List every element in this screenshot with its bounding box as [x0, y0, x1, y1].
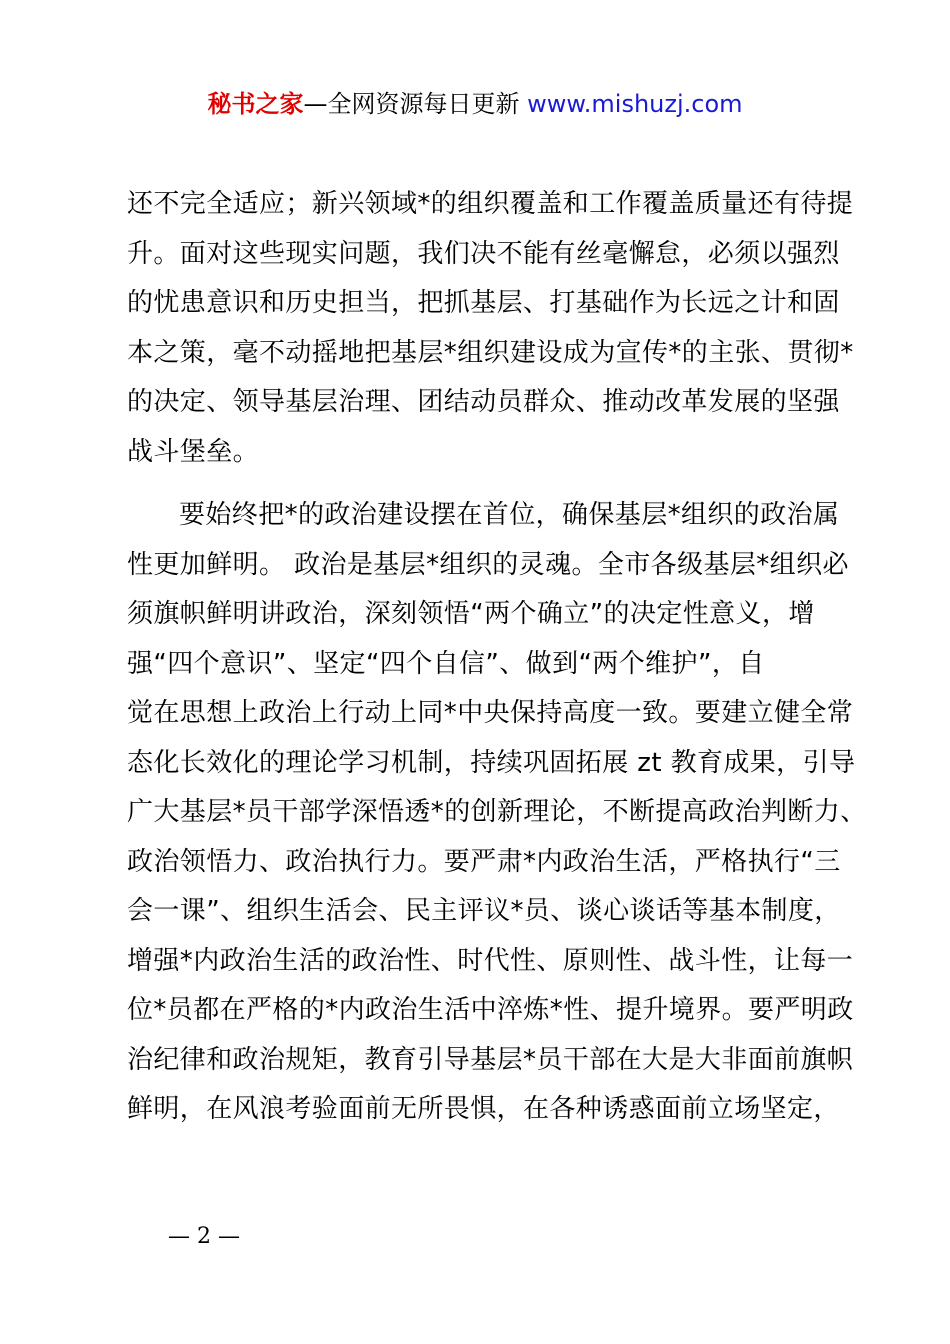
text-line: 会一课”、组织生活会、民主评议*员、谈心谈话等基本制度， — [127, 896, 841, 926]
text-line: 政治领悟力、政治执行力。要严肃*内政治生活，严格执行“三 — [127, 846, 841, 877]
text-line: 的决定、领导基层治理、团结动员群众、推动改革发展的坚强 — [127, 387, 840, 417]
text-line: 增强*内政治生活的政治性、时代性、原则性、战斗性，让每一 — [127, 945, 854, 976]
text-line: 性更加鲜明。 政治是基层*组织的灵魂。全市各级基层*组织必 — [127, 549, 849, 580]
paragraph-2 — [127, 491, 867, 1135]
text-line: 本之策，毫不动摇地把基层*组织建设成为宣传*的主张、贯彻* — [127, 337, 854, 368]
paragraph-1 — [127, 180, 854, 477]
text-line: 位*员都在严格的*内政治生活中淬炼*性、提升境界。要严明政 — [127, 995, 854, 1025]
text-line: 鲜明，在风浪考验面前无所畏惧，在各种诱惑面前立场坚定， — [127, 1094, 840, 1124]
text-line: 升。面对这些现实问题，我们决不能有丝毫懈怠，必须以强烈 — [127, 238, 840, 269]
text-line: 的忧患意识和历史担当，把抓基层、打基础作为长远之计和固 — [127, 288, 840, 318]
header-tagline: —全网资源每日更新 — [303, 90, 528, 118]
site-url-link[interactable]: www.mishuzj.com — [527, 90, 743, 118]
text-line: 广大基层*员干部学深悟透*的创新理论，不断提高政治判断力、 — [127, 797, 867, 827]
text-line: 态化长效化的理论学习机制，持续巩固拓展 zt 教育成果，引导 — [127, 747, 856, 778]
text-line: 须旗帜鲜明讲政治，深刻领悟“两个确立”的决定性意义，增 — [127, 599, 815, 629]
text-line: 治纪律和政治规矩，教育引导基层*员干部在大是大非面前旗帜 — [127, 1044, 854, 1075]
text-line: 觉在思想上政治上行动上同*中央保持高度一致。要建立健全常 — [127, 698, 854, 728]
brand-name: 秘书之家 — [207, 90, 304, 118]
text-line: 要始终把*的政治建设摆在首位，确保基层*组织的政治属 — [179, 500, 840, 530]
text-line: 强“四个意识”、坚定“四个自信”、做到“两个维护”，自 — [127, 648, 765, 679]
text-line: 战斗堡垒。 — [127, 436, 260, 467]
document-body — [127, 180, 867, 1135]
site-header — [0, 86, 950, 122]
page-number: — 2 — — [168, 1224, 240, 1249]
text-line: 还不完全适应；新兴领域*的组织覆盖和工作覆盖质量还有待提 — [127, 189, 854, 219]
